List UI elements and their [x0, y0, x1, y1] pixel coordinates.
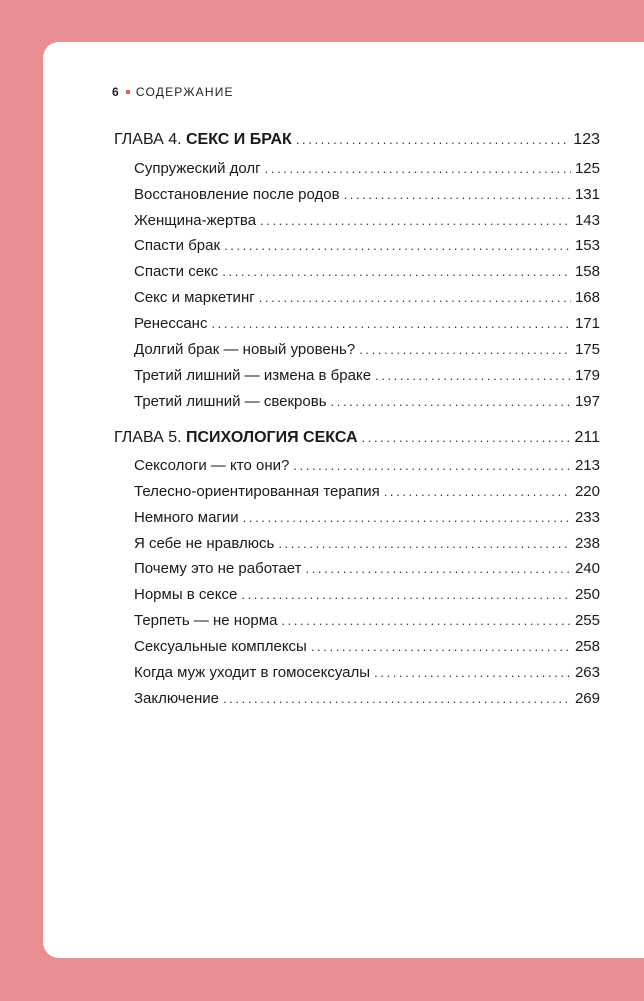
toc-entry[interactable]: [134, 611, 600, 631]
book-page: [43, 42, 644, 958]
dot-leader: [344, 185, 571, 205]
dot-leader: [224, 236, 571, 256]
entry-title: Телесно-ориентированная терапия: [134, 483, 380, 500]
toc-chapter-4[interactable]: [114, 130, 600, 150]
chapter-page: 211: [574, 429, 600, 446]
entry-title: Я себе не нравлюсь: [134, 535, 275, 552]
entry-page: 168: [574, 289, 600, 306]
entry-title: Почему это не работает: [134, 560, 302, 577]
entry-title: Заключение: [134, 690, 219, 707]
entry-title: Терпеть — не норма: [134, 612, 278, 629]
entry-title: Третий лишний — свекровь: [134, 393, 327, 410]
dot-leader: [222, 262, 571, 282]
entry-page: 269: [574, 690, 600, 707]
toc-chapter-5[interactable]: [114, 428, 600, 448]
dot-leader: [259, 288, 571, 308]
dot-leader: [281, 611, 571, 631]
entry-page: 213: [574, 457, 600, 474]
entry-title: Сексологи — кто они?: [134, 457, 290, 474]
entry-page: 179: [574, 367, 600, 384]
entry-title: Долгий брак — новый уровень?: [134, 341, 356, 358]
dot-leader: [278, 534, 571, 554]
dot-leader: [296, 130, 569, 150]
entry-page: 255: [574, 612, 600, 629]
entry-title: Сексуальные комплексы: [134, 638, 307, 655]
entry-page: 153: [574, 237, 600, 254]
entry-page: 143: [574, 212, 600, 229]
chapter-label: ГЛАВА 4. СЕКС И БРАК: [114, 131, 292, 148]
dot-leader: [374, 663, 571, 683]
entry-title: Секс и маркетинг: [134, 289, 255, 306]
toc-entry[interactable]: [134, 482, 600, 502]
entry-title: Ренессанс: [134, 315, 208, 332]
entry-title: Спасти брак: [134, 237, 221, 254]
entry-title: Нормы в сексе: [134, 586, 238, 603]
dot-leader: [223, 689, 571, 709]
entry-page: 263: [574, 664, 600, 681]
toc-entry[interactable]: [134, 534, 600, 554]
entry-title: Спасти секс: [134, 263, 219, 280]
toc-entry[interactable]: [134, 211, 600, 231]
toc-entry[interactable]: [134, 314, 600, 334]
dot-leader: [265, 159, 571, 179]
toc-entry[interactable]: [134, 366, 600, 386]
dot-leader: [293, 456, 571, 476]
entry-page: 240: [574, 560, 600, 577]
entry-page: 171: [574, 315, 600, 332]
page-number: 6: [112, 85, 120, 99]
dot-leader: [362, 428, 571, 448]
chapter-label: ГЛАВА 5. ПСИХОЛОГИЯ СЕКСА: [114, 429, 358, 446]
dot-leader: [331, 392, 571, 412]
toc-entry[interactable]: [134, 340, 600, 360]
running-head: [112, 85, 234, 99]
entry-page: 238: [574, 535, 600, 552]
toc-entry[interactable]: [134, 262, 600, 282]
entry-page: 233: [574, 509, 600, 526]
dot-leader: [241, 585, 571, 605]
dot-leader: [384, 482, 571, 502]
toc-entry[interactable]: [134, 456, 600, 476]
dot-leader: [311, 637, 571, 657]
entry-title: Женщина-жертва: [134, 212, 257, 229]
toc-entry[interactable]: [134, 663, 600, 683]
toc-entry[interactable]: [134, 392, 600, 412]
dot-leader: [375, 366, 571, 386]
toc-entry[interactable]: [134, 288, 600, 308]
entry-title: Восстановление после родов: [134, 186, 340, 203]
entry-title: Когда муж уходит в гомосексуалы: [134, 664, 371, 681]
entry-page: 197: [574, 393, 600, 410]
entry-title: Немного магии: [134, 509, 239, 526]
entry-page: 250: [574, 586, 600, 603]
toc-entry[interactable]: [134, 159, 600, 179]
section-title: СОДЕРЖАНИЕ: [135, 85, 234, 99]
toc-entry[interactable]: [134, 559, 600, 579]
entry-page: 158: [574, 263, 600, 280]
dot-leader: [260, 211, 571, 231]
entry-page: 131: [574, 186, 600, 203]
chapter-page: 123: [573, 131, 600, 148]
toc-entry[interactable]: [134, 185, 600, 205]
entry-page: 175: [574, 341, 600, 358]
dot-leader: [359, 340, 571, 360]
toc-entry[interactable]: [134, 508, 600, 528]
entry-page: 258: [574, 638, 600, 655]
bullet-icon: [126, 90, 130, 94]
toc-entry[interactable]: [134, 585, 600, 605]
entry-title: Супружеский долг: [134, 160, 261, 177]
dot-leader: [305, 559, 570, 579]
entry-page: 125: [574, 160, 600, 177]
toc-entry[interactable]: [134, 689, 600, 709]
toc-entry[interactable]: [134, 637, 600, 657]
entry-page: 220: [574, 483, 600, 500]
toc-entry[interactable]: [134, 236, 600, 256]
entry-title: Третий лишний — измена в браке: [134, 367, 372, 384]
dot-leader: [211, 314, 571, 334]
dot-leader: [243, 508, 571, 528]
